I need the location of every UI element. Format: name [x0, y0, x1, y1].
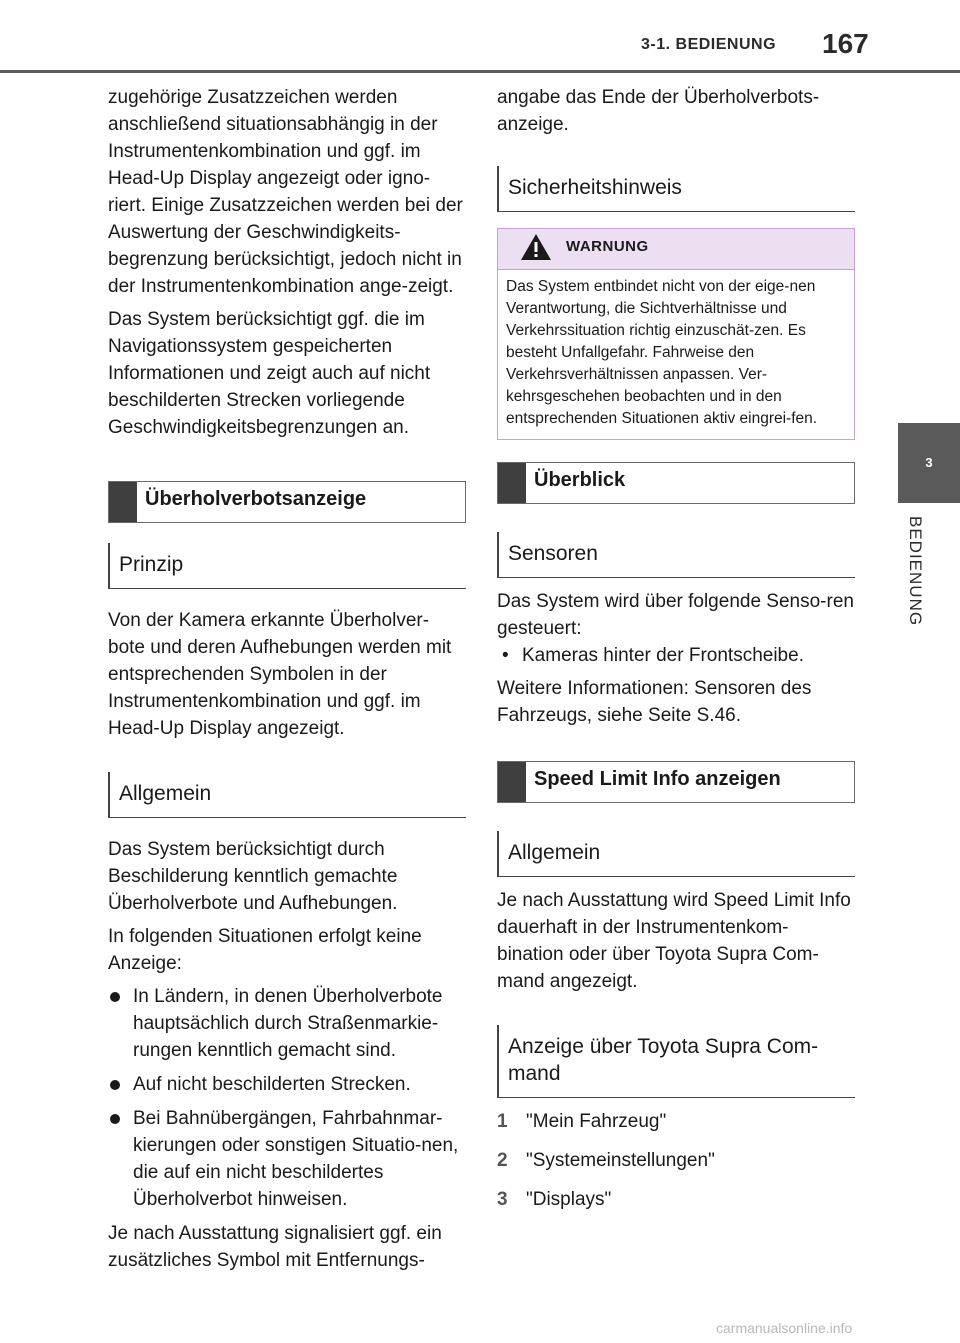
step-item — [497, 1108, 855, 1135]
list-item-text: Bei Bahnübergängen, Fahrbahnmar-kierungen oder sonstigen Situatio-nen, die auf ein nicht beschildertes Überholverbot hinweisen. — [133, 1108, 459, 1210]
subheading-display-command: Anzeige über Toyota Supra Com-mand — [497, 1025, 855, 1098]
paragraph: angabe das Ende der Überholverbots-anzeige. — [497, 87, 820, 135]
section-heading-text: Speed Limit Info anzeigen — [534, 768, 781, 790]
bullet-list — [108, 983, 466, 1213]
list-item-text: Auf nicht beschilderten Strecken. — [133, 1074, 411, 1095]
heading-accent-bar — [109, 482, 137, 522]
paragraph: Je nach Ausstattung signalisiert ggf. ein zusätzliches Symbol mit Entfernungs- — [108, 1223, 442, 1271]
section-heading-text: Überblick — [534, 469, 626, 491]
paragraph: Das System wird über folgende Senso-ren gesteuert: — [497, 591, 854, 639]
step-text: "Mein Fahrzeug" — [526, 1111, 667, 1132]
section-title: 3-1. BEDIENUNG — [641, 36, 777, 53]
step-number: 2 — [497, 1150, 508, 1171]
step-text: "Systemeinstellungen" — [526, 1150, 715, 1171]
step-list — [497, 1108, 855, 1213]
subheading-sensors: Sensoren — [497, 532, 855, 578]
left-column — [108, 84, 466, 1280]
heading-accent-bar — [498, 463, 526, 503]
step-item — [497, 1186, 855, 1213]
list-item — [108, 983, 466, 1064]
step-number: 3 — [497, 1189, 508, 1210]
paragraph: zugehörige Zusatzzeichen werden anschließend situationsabhängig in der Instrumentenkombination und ggf. im Head-Up Display angezeigt oder igno-riert. Einige Zusatzzeichen werden bei der Auswertung der Geschwindigkeits-begrenzung berücksichtigt, jedoch nicht in der Instrumentenkombination ange-zeigt. — [108, 87, 463, 297]
paragraph: In folgenden Situationen erfolgt keine Anzeige: — [108, 926, 422, 974]
subheading-general: Allgemein — [497, 831, 855, 877]
paragraph: Von der Kamera erkannte Überholver-bote und deren Aufhebungen werden mit entsprechenden Symbolen in der Instrumentenkombination und ggf. im Head-Up Display angezeigt. — [108, 610, 452, 739]
right-column — [497, 84, 855, 1225]
watermark: carmanualsonline.info — [716, 1320, 853, 1336]
heading-accent-bar — [498, 762, 526, 802]
warning-box — [497, 228, 855, 440]
step-item — [497, 1147, 855, 1174]
warning-triangle-icon — [520, 233, 552, 261]
section-heading-text: Überholverbotsanzeige — [145, 488, 367, 510]
paragraph: Das System berücksichtigt ggf. die im Navigationssystem gespeicherten Informationen und zeigt auch auf nicht beschilderten Strecken vorliegende Geschwindigkeitsbegrenzungen an. — [108, 309, 431, 438]
subheading-safety: Sicherheitshinweis — [497, 166, 855, 212]
list-item — [108, 1105, 466, 1213]
list-item-text: Kameras hinter der Frontscheibe. — [522, 645, 804, 666]
bullet-icon — [110, 1114, 120, 1124]
bullet-icon — [110, 1080, 120, 1090]
subheading-principle: Prinzip — [108, 543, 466, 589]
list-item — [497, 642, 855, 669]
paragraph: Weitere Informationen: Sensoren des Fahrzeugs, siehe Seite S.46. — [497, 678, 812, 726]
warning-header — [498, 229, 854, 270]
subheading-general: Allgemein — [108, 772, 466, 818]
chapter-tab[interactable]: 3 — [898, 423, 960, 503]
dash-bullet: • — [502, 645, 509, 666]
section-heading-overview — [497, 462, 855, 504]
warning-title: WARNUNG — [566, 238, 649, 255]
paragraph: Das System berücksichtigt durch Beschilderung kenntlich gemachte Überholverbote und Aufhebungen. — [108, 839, 398, 914]
bullet-icon — [110, 992, 120, 1002]
section-heading-overtaking — [108, 481, 466, 523]
page-number: 167 — [822, 28, 869, 59]
chapter-label: BEDIENUNG — [906, 516, 925, 627]
step-text: "Displays" — [526, 1189, 612, 1210]
paragraph: Je nach Ausstattung wird Speed Limit Info dauerhaft in der Instrumentenkom-bination oder über Toyota Supra Com-mand angezeigt. — [497, 890, 851, 992]
header-divider — [0, 70, 960, 73]
section-heading-speed-limit — [497, 761, 855, 803]
list-item-text: In Ländern, in denen Überholverbote hauptsächlich durch Straßenmarkie-rungen kenntlich gemacht sind. — [133, 986, 443, 1061]
warning-text: Das System entbindet nicht von der eige-nen Verantwortung, die Sichtverhältnisse und Verkehrssituation richtig einzuschät-zen. Es besteht Unfallgefahr. Fahrweise den Verkehrsverhältnissen anpassen. Ver-kehrsgeschehen beobachten und in den entsprechenden Situationen aktiv eingrei-fen. — [506, 278, 818, 427]
list-item — [108, 1071, 466, 1098]
step-number: 1 — [497, 1111, 508, 1132]
